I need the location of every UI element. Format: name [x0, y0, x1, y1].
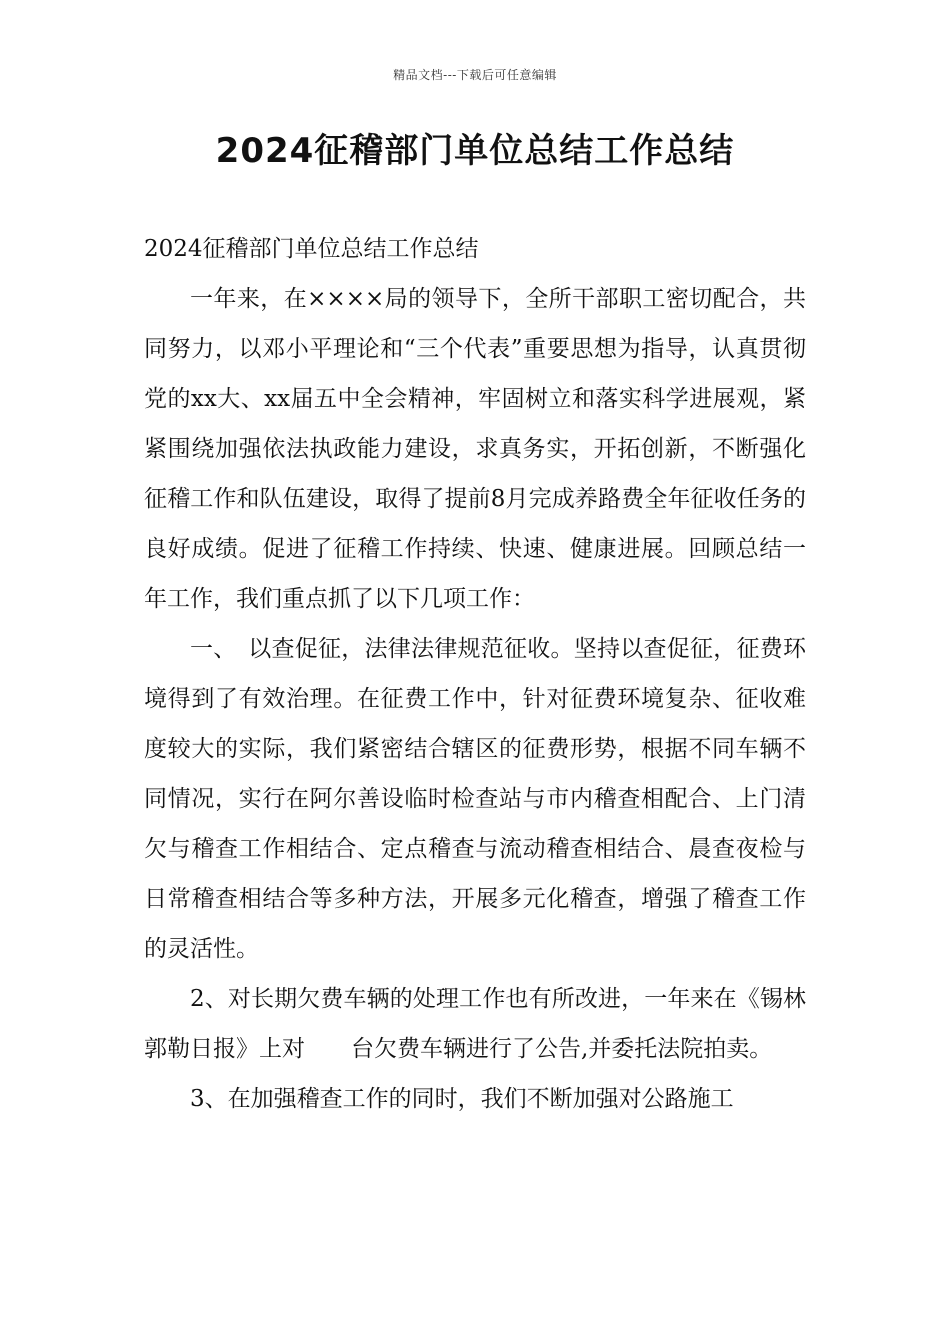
paragraph-section-1: 一、 以查促征，法律法律规范征收。坚持以查促征，征费环境得到了有效治理。在征费工作中，针对征费环境复杂、征收难度较大的实际，我们紧密结合辖区的征费形势，根据不同车辆不同情况，实行在阿尔善设临时检查站与市内稽查相配合、上门清欠与稽查工作相结合、定点稽查与流动稽查相结合、晨查夜检与日常稽查相结合等多种方法，开展多元化稽查，增强了稽查工作的灵活性。 — [144, 636, 806, 962]
document-body — [144, 224, 806, 1124]
paragraph-intro: 一年来，在××××局的领导下，全所干部职工密切配合，共同努力，以邓小平理论和“三个代表”重要思想为指导，认真贯彻党的xx大、xx届五中全会精神，牢固树立和落实科学进展观，紧紧围绕加强依法执政能力建设，求真务实，开拓创新，不断强化征稽工作和队伍建设，取得了提前8月完成养路费全年征收任务的良好成绩。促进了征稽工作持续、快速、健康进展。回顾总结一年工作，我们重点抓了以下几项工作： — [144, 286, 806, 612]
paragraph-section-2: 2、对长期欠费车辆的处理工作也有所改进，一年来在《锡林郭勒日报》上对 台欠费车辆进行了公告,并委托法院拍卖。 — [144, 986, 806, 1062]
paragraph-section-3: 3、在加强稽查工作的同时，我们不断加强对公路施工 — [190, 1086, 734, 1112]
page-header-note: 精品文档---下载后可任意编辑 — [393, 68, 557, 82]
document-subtitle: 2024征稽部门单位总结工作总结 — [144, 236, 479, 262]
document-title: 2024征稽部门单位总结工作总结 — [215, 131, 735, 171]
